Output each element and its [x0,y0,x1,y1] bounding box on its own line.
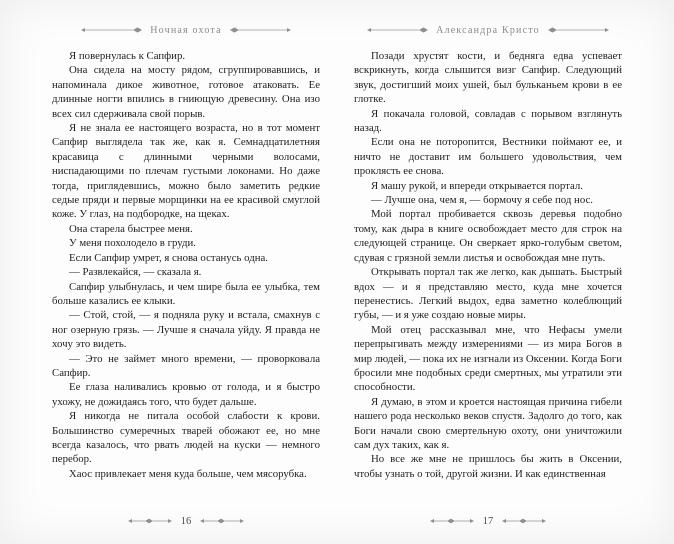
paragraph: — Развлекайся, — сказала я. [69,266,202,279]
paragraph: Я думаю, в этом и кроется настоящая причина гибели нашего рода несколько веков спустя. Задолго до того, как Боги начали свою смертельную охоту, они уничтожили сам дух таких, как я. [354,395,622,451]
paragraph: — Лучше она, чем я, — бормочу я себе под нос. [371,194,593,207]
left-page [52,24,320,528]
flourish-left-icon [367,26,429,34]
paragraph: Мой отец рассказывал мне, что Нефасы умели перепрыгивать между измерениями — из мира Богов в мир людей, — пока их не изгнали из Оксении. Когда Боги бросили мне подобных среди смертных, мы утратили эти способности. [354,323,622,394]
page-number: 16 [180,515,192,527]
paragraph: Она сидела на мосту рядом, сгруппировавшись, и напоминала дикое животное, готовое атаковать. Ее длинные ногти впились в гниющую древесину. Она изо всех сил сдерживала свой порыв. [52,64,320,120]
paragraph: — Это не займет много времени, — проворковала Сапфир. [52,352,320,379]
paragraph: — Стой, стой, — я подняла руку и встала, смахнув с ног озерную грязь. — Лучше я сначала уйду. Я правда не хочу это видеть. [52,309,320,351]
left-running-header [52,24,320,36]
paragraph: Я повернулась к Сапфир. [69,50,186,62]
paragraph: Мой портал пробивается сквозь деревья подобно тому, как дыра в книге освобождает место для строк на следующей странице. Он сверкает ярко-голубым светом, сдувая с грязной земли листья и освобождая мне путь. [354,208,622,264]
flourish-right-icon [547,26,609,34]
right-page [354,24,622,528]
right-page-footer [354,514,622,528]
paragraph: Я не знала ее настоящего возраста, но в тот момент Сапфир выглядела так же, как я. Семнадцатилетняя красавица с длинными черными волосами, ниспадающими по плечам густыми локонами. Но даже тогда, приглядевшись, можно было заметить редкие седые пряди и первые морщинки на ее красивой смуглой коже. У глаз, на подбородке, на щеках. [52,122,320,221]
paragraph: Сапфир улыбнулась, и чем шире была ее улыбка, тем больше казались ее клыки. [52,280,320,307]
book-title-header: Ночная охота [150,24,222,36]
flourish-right-icon [229,26,291,34]
paragraph: Я машу рукой, и впереди открывается портал. [371,179,583,192]
author-name-header: Александра Кристо [436,24,540,36]
paragraph: Если Сапфир умрет, я снова останусь одна. [69,251,268,264]
paragraph: Но все же мне не пришлось бы жить в Оксении, чтобы узнать о той, другой жизни. И как единственная [354,453,622,480]
paragraph: У меня похолодело в груди. [69,237,196,250]
folio-flourish-left-icon [430,517,474,525]
paragraph: Открывать портал так же легко, как дышать. Быстрый вдох — и я представляю место, куда мне хочется перенестись. Легкий выдох, едва заметно колеблющий губы, — и я уже создаю новые миры. [354,266,622,322]
left-page-footer [52,514,320,528]
paragraph: Позади хрустят кости, и бедняга едва успевает вскрикнуть, когда слышится визг Сапфир. Следующий звук, достигший моих ушей, был бульканьем крови в ее глотке. [354,50,622,106]
right-running-header [354,24,622,36]
page-number: 17 [482,515,494,527]
paragraph: Я покачала головой, совладав с порывом взглянуть назад. [354,107,622,135]
paragraph: Я никогда не питала особой слабости к крови. Большинство сумеречных тварей обожают ее, но мне всегда казалось, что рвать людей на куски — немного перебор. [52,410,320,466]
folio-flourish-right-icon [200,517,244,525]
folio-flourish-right-icon [502,517,546,525]
flourish-left-icon [81,26,143,34]
folio-flourish-left-icon [128,517,172,525]
left-page-text [52,49,320,507]
right-page-text [354,49,622,507]
paragraph: Она старела быстрее меня. [69,222,193,235]
paragraph: Хаос привлекает меня куда больше, чем мясорубка. [69,467,307,480]
paragraph: Если она не поторопится, Вестники поймают ее, и ничто не доставит им большего удовольствия, чем проклясть ее снова. [354,136,622,178]
paragraph: Ее глаза наливались кровью от голода, и я быстро ухожу, не дожидаясь того, что будет дальше. [52,381,320,408]
